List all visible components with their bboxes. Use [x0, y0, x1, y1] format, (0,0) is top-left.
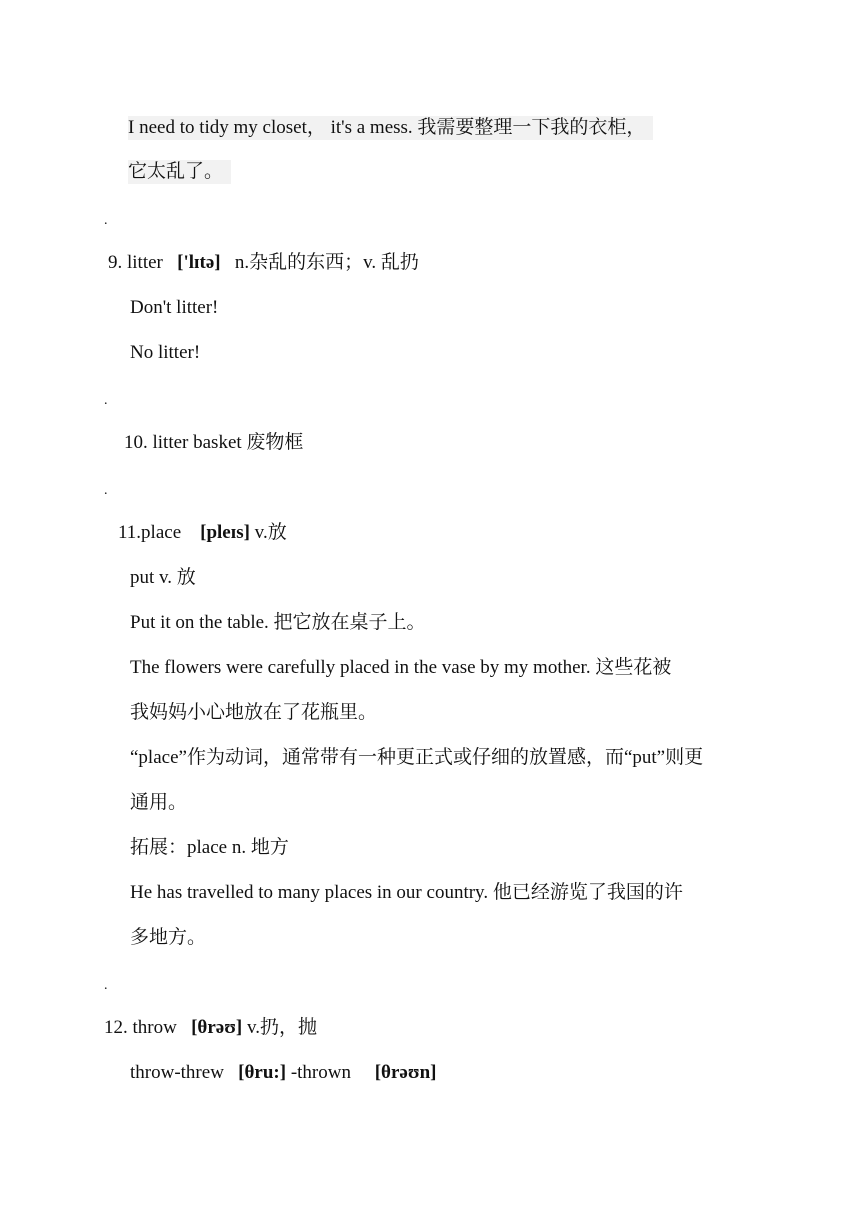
entry-9-meaning: n.杂乱的东西；v. 乱扔	[234, 252, 419, 273]
entry-12-phonetic-pp: [θrəʊn]	[374, 1062, 437, 1083]
entry-11-example-3-line2: 多地方。	[130, 927, 207, 948]
entry-10-header: 10. litter basket 废物框	[124, 432, 304, 453]
entry-12-forms-base: throw-threw	[130, 1062, 224, 1083]
entry-12-meaning: v.扔，抛	[247, 1017, 318, 1038]
separator-dot: .	[104, 483, 108, 498]
entry-11-example-2-line1: The flowers were carefully placed in the vase by my mother. 这些花被	[130, 657, 672, 678]
entry-12-word: 12. throw	[104, 1017, 177, 1038]
entry-9-phonetic: ['lɪtə]	[177, 252, 221, 273]
entry-12-forms-pp: -thrown	[290, 1062, 351, 1083]
entry-11-word: 11.place	[118, 522, 182, 543]
entry-9-word: 9. litter	[108, 252, 163, 273]
entry-12-header	[104, 1016, 317, 1040]
separator-dot: .	[104, 393, 108, 408]
entry-11-note-line2: 通用。	[130, 792, 188, 813]
entry-9-example-2: No litter!	[130, 342, 201, 363]
intro-sentence-line2: 它太乱了。	[128, 160, 231, 184]
entry-11-note-line1: “place”作为动词，通常带有一种更正式或仔细的放置感，而“put”则更	[130, 747, 704, 768]
entry-11-example-1: Put it on the table. 把它放在桌子上。	[130, 612, 426, 633]
entry-12-phonetic-past: [θru:]	[238, 1062, 287, 1083]
entry-12-phonetic: [θrəʊ]	[191, 1017, 243, 1038]
separator-dot: .	[104, 978, 108, 993]
entry-11-example-2-line2: 我妈妈小心地放在了花瓶里。	[130, 702, 378, 723]
intro-sentence-line1: I need to tidy my closet， it's a mess. 我需要整理一下我的衣柜，	[128, 116, 653, 140]
entry-9-example-1: Don't litter!	[130, 297, 219, 318]
entry-11-header	[118, 521, 287, 545]
entry-11-example-3-line1: He has travelled to many places in our country. 他已经游览了我国的许	[130, 882, 683, 903]
entry-9-header	[108, 251, 419, 275]
entry-11-phonetic: [pleɪs]	[200, 522, 250, 543]
entry-12-forms	[130, 1061, 436, 1085]
entry-11-extension: 拓展：place n. 地方	[130, 837, 289, 858]
entry-11-meaning: v.放	[254, 522, 287, 543]
separator-dot: .	[104, 213, 108, 228]
entry-11-synonym: put v. 放	[130, 567, 196, 588]
